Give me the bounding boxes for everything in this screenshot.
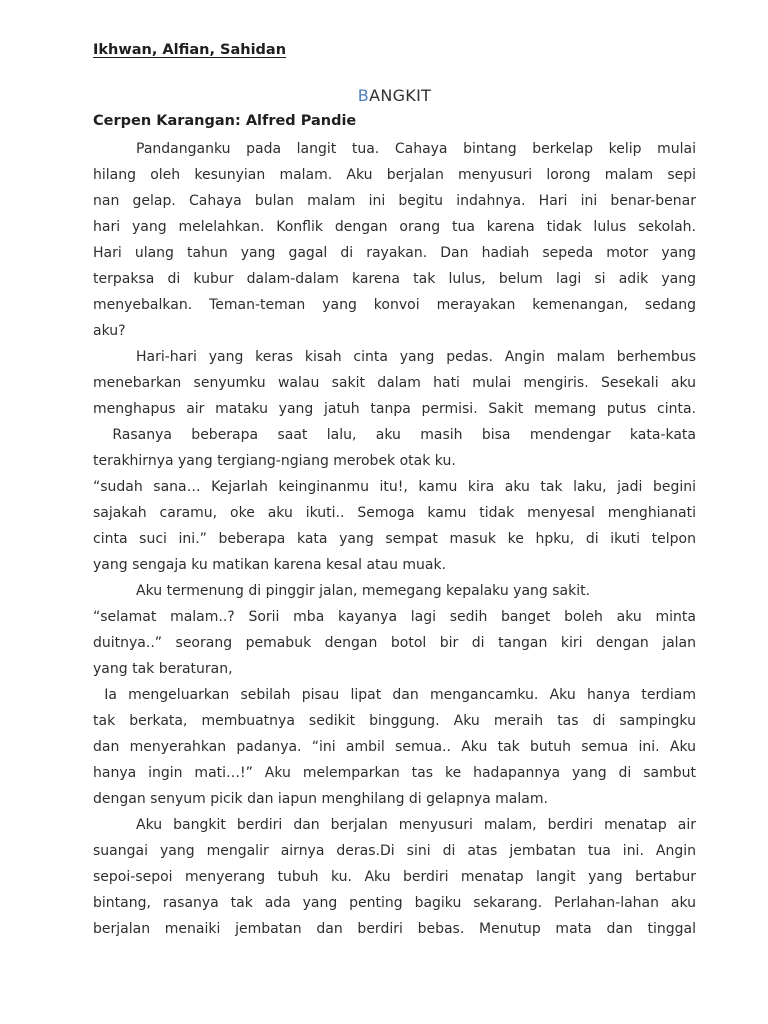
author-header: Ikhwan, Alfian, Sahidan: [93, 42, 287, 58]
text-line: yang tak beraturan,: [93, 661, 233, 677]
text-line: dan menyerahkan padanya. “ini ambil semua.. Aku tak butuh semua ini. Aku: [93, 739, 696, 755]
text-line: Hari-hari yang keras kisah cinta yang pedas. Angin malam berhembus: [136, 349, 696, 365]
story-title: [93, 87, 696, 104]
document-content: [93, 42, 696, 942]
text-line: “selamat malam..? Sorii mba kayanya lagi sedih banget boleh aku minta: [93, 609, 696, 625]
text-line: terakhirnya yang tergiang-ngiang merobek otak ku.: [93, 453, 456, 469]
text-line: hilang oleh kesunyian malam. Aku berjalan menyusuri lorong malam sepi: [93, 167, 696, 183]
text-line: dengan senyum picik dan iapun menghilang di gelapnya malam.: [93, 791, 548, 807]
text-line: Rasanya beberapa saat lalu, aku masih bisa mendengar kata-kata: [93, 427, 696, 443]
text-line: Aku bangkit berdiri dan berjalan menyusuri malam, berdiri menatap air: [136, 817, 696, 833]
byline: Cerpen Karangan: Alfred Pandie: [93, 113, 357, 129]
text-line: Hari ulang tahun yang gagal di rayakan. Dan hadiah sepeda motor yang: [93, 245, 696, 261]
story-title-accent-letter: B: [357, 86, 370, 105]
text-line: aku?: [93, 323, 126, 339]
text-line: Ia mengeluarkan sebilah pisau lipat dan mengancamku. Aku hanya terdiam: [93, 687, 696, 703]
text-line: hanya ingin mati…!” Aku melemparkan tas ke hadapannya yang di sambut: [93, 765, 696, 781]
text-line: suangai yang mengalir airnya deras.Di sini di atas jembatan tua ini. Angin: [93, 843, 696, 859]
text-line: menyebalkan. Teman-teman yang konvoi merayakan kemenangan, sedang: [93, 297, 696, 313]
text-line: berjalan menaiki jembatan dan berdiri bebas. Menutup mata dan tinggal: [93, 921, 696, 937]
text-line: menebarkan senyumku walau sakit dalam hati mulai mengiris. Sesekali aku: [93, 375, 696, 391]
text-line: tak berkata, membuatnya sedikit binggung. Aku meraih tas di sampingku: [93, 713, 696, 729]
text-line: menghapus air mataku yang jatuh tanpa permisi. Sakit memang putus cinta.: [93, 401, 696, 417]
text-line: cinta suci ini.” beberapa kata yang sempat masuk ke hpku, di ikuti telpon: [93, 531, 696, 547]
text-line: bintang, rasanya tak ada yang penting bagiku sekarang. Perlahan-lahan aku: [93, 895, 696, 911]
text-line: terpaksa di kubur dalam-dalam karena tak lulus, belum lagi si adik yang: [93, 271, 696, 287]
story-title-rest: ANGKIT: [369, 86, 432, 105]
body-text: [93, 136, 696, 942]
text-line: sepoi-sepoi menyerang tubuh ku. Aku berdiri menatap langit yang bertabur: [93, 869, 696, 885]
text-line: hari yang melelahkan. Konflik dengan orang tua karena tidak lulus sekolah.: [93, 219, 696, 235]
text-line: duitnya..” seorang pemabuk dengan botol bir di tangan kiri dengan jalan: [93, 635, 696, 651]
text-line: yang sengaja ku matikan karena kesal atau muak.: [93, 557, 447, 573]
text-line: sajakah caramu, oke aku ikuti.. Semoga kamu tidak menyesal menghianati: [93, 505, 696, 521]
text-line: Aku termenung di pinggir jalan, memegang kepalaku yang sakit.: [136, 583, 591, 599]
text-line: “sudah sana… Kejarlah keinginanmu itu!, kamu kira aku tak laku, jadi begini: [93, 479, 696, 495]
text-line: Pandanganku pada langit tua. Cahaya bintang berkelap kelip mulai: [136, 141, 696, 157]
text-line: nan gelap. Cahaya bulan malam ini begitu indahnya. Hari ini benar-benar: [93, 193, 696, 209]
